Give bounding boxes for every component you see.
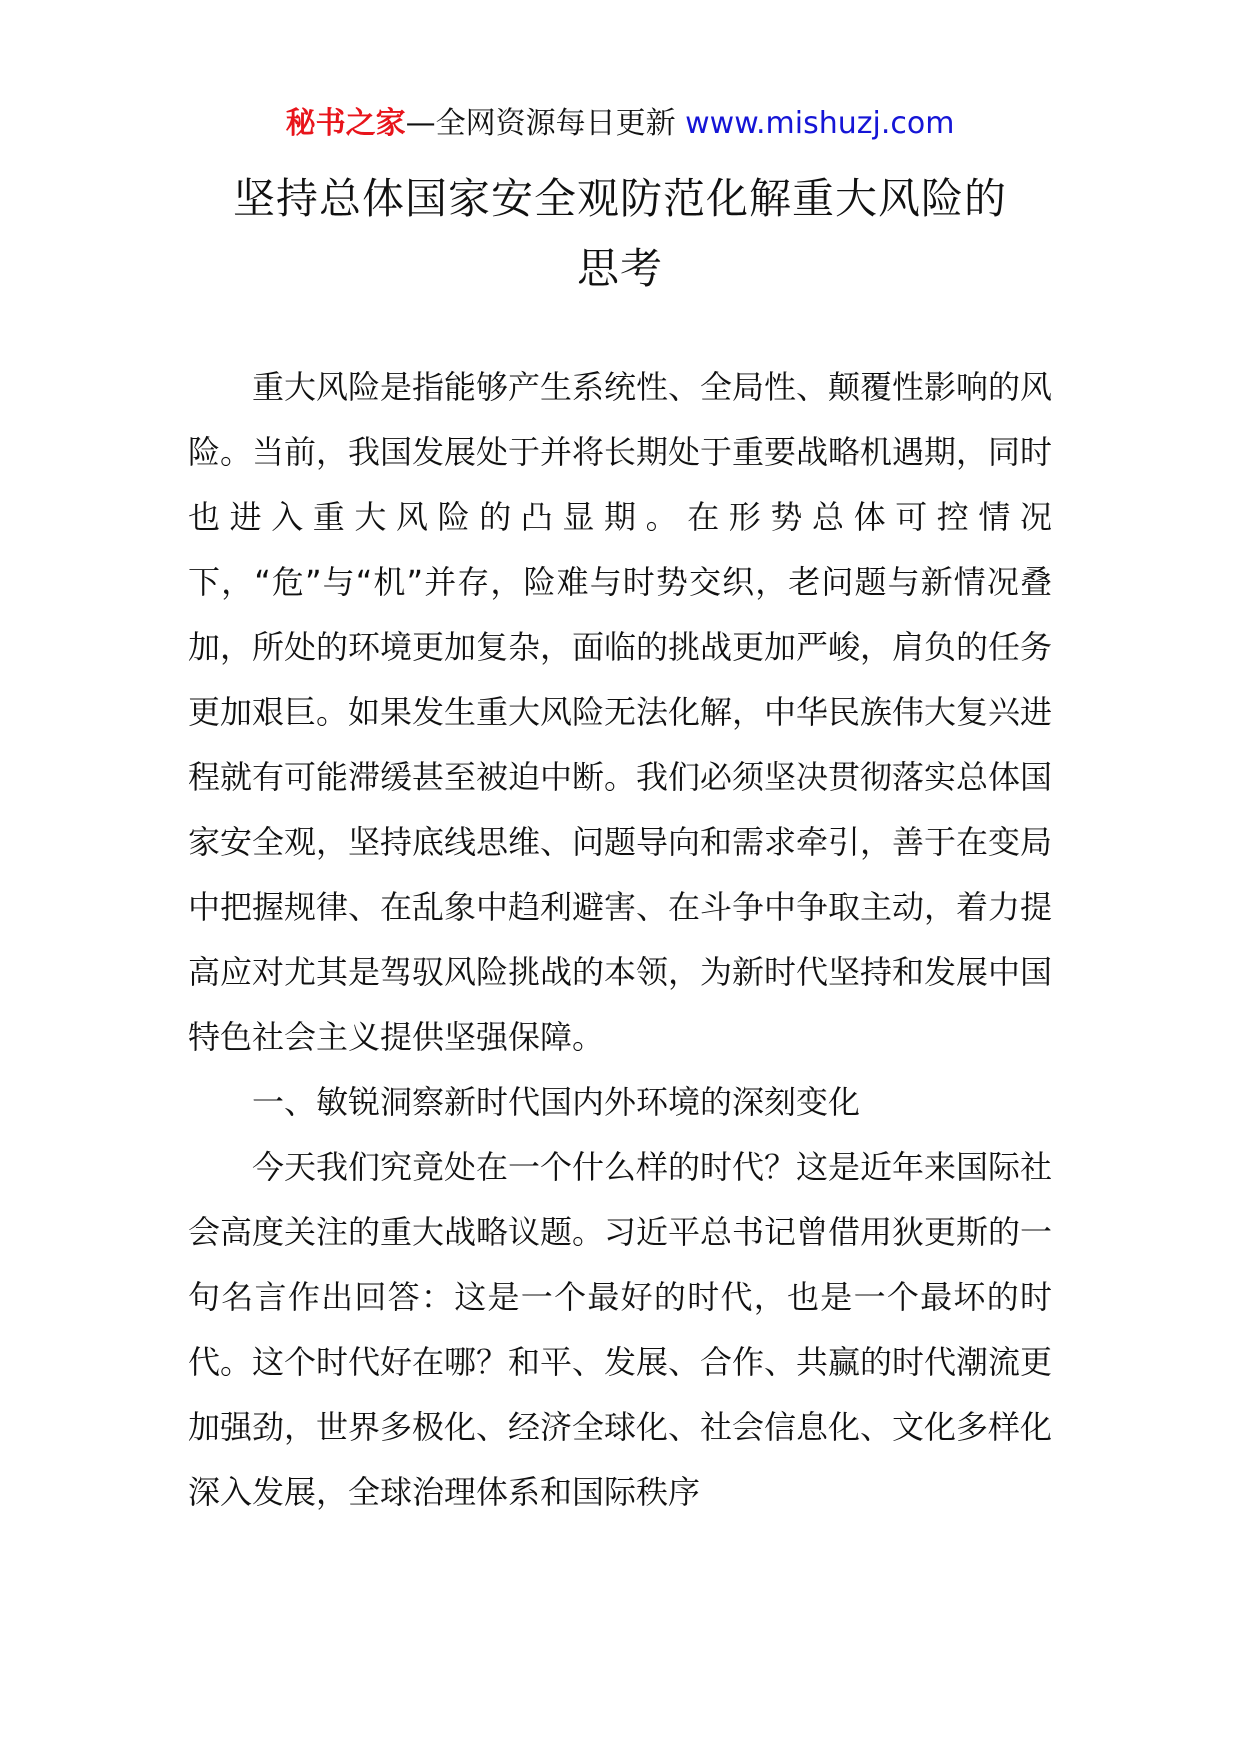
section-heading-1: 一、敏锐洞察新时代国内外环境的深刻变化 — [252, 1083, 861, 1121]
title-line-1: 坚持总体国家安全观防范化解重大风险的 — [232, 174, 1007, 223]
site-header — [0, 104, 1240, 144]
title-line-2: 思考 — [576, 244, 663, 293]
document-title — [170, 164, 1070, 304]
document-body — [188, 355, 1052, 1525]
header-tagline: —全网资源每日更新 — [405, 106, 686, 141]
brand-name: 秘书之家 — [285, 106, 406, 141]
body-paragraph-2: 今天我们究竟处在一个什么样的时代？这是近年来国际社会高度关注的重大战略议题。习近平总书记曾借用狄更斯的一句名言作出回答：这是一个最好的时代，也是一个最坏的时代。这个时代好在哪？和平、发展、合作、共赢的时代潮流更加强劲，世界多极化、经济全球化、社会信息化、文化多样化深入发展，全球治理体系和国际秩序 — [188, 1148, 1053, 1511]
site-url[interactable]: www.mishuzj.com — [685, 106, 955, 141]
body-paragraph-1: 重大风险是指能够产生系统性、全局性、颠覆性影响的风险。当前，我国发展处于并将长期处于重要战略机遇期，同时也进入重大风险的凸显期。在形势总体可控情况下，“危”与“机”并存，险难与时势交织，老问题与新情况叠加，所处的环境更加复杂，面临的挑战更加严峻，肩负的任务更加艰巨。如果发生重大风险无法化解，中华民族伟大复兴进程就有可能滞缓甚至被迫中断。我们必须坚决贯彻落实总体国家安全观，坚持底线思维、问题导向和需求牵引，善于在变局中把握规律、在乱象中趋利避害、在斗争中争取主动，着力提高应对尤其是驾驭风险挑战的本领，为新时代坚持和发展中国特色社会主义提供坚强保障。 — [188, 368, 1053, 1056]
